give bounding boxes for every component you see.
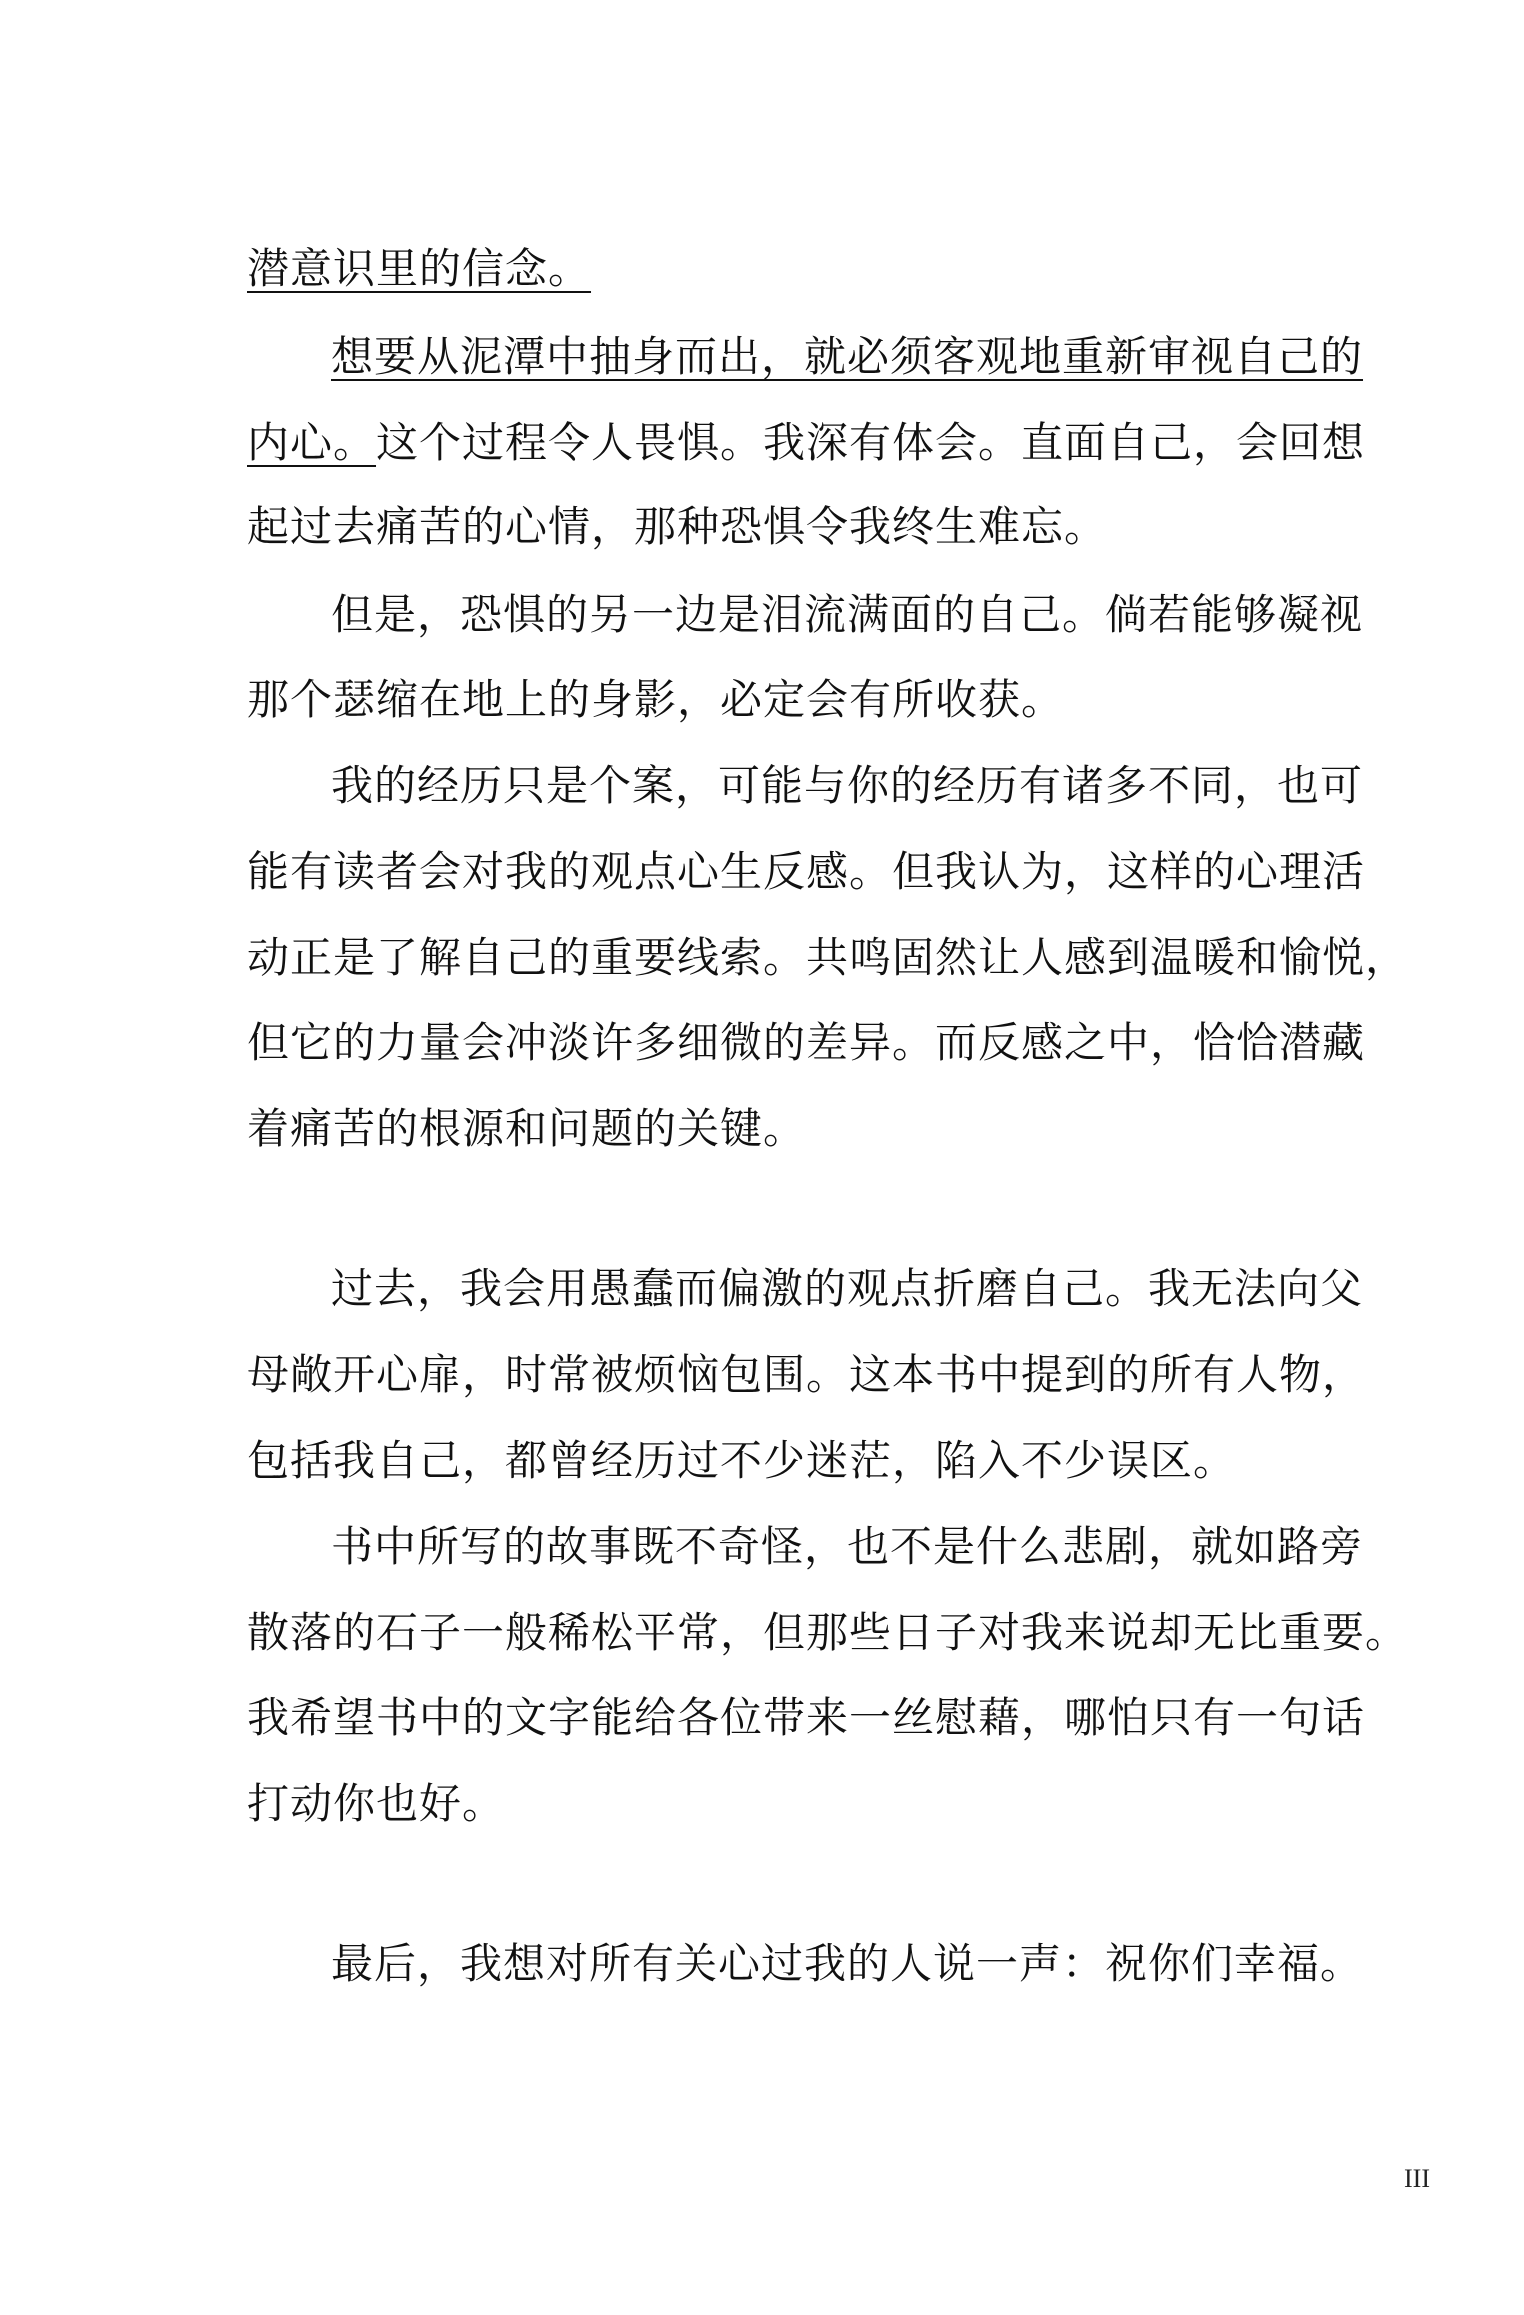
text-line: 那个瑟缩在地上的身影，必定会有所收获。 [247,675,1065,724]
text-line [247,418,1366,467]
text-line: 我的经历只是个案，可能与你的经历有诸多不同，也可 [331,761,1364,810]
text-line: 潜意识里的信念。 [247,244,592,293]
text-line: 起过去痛苦的心情，那种恐惧令我终生难忘。 [247,502,1108,551]
text-line: 包括我自己，都曾经历过不少迷茫，陷入不少误区。 [247,1436,1237,1485]
text-line: 但它的力量会冲淡许多细微的差异。而反感之中，恰恰潜藏 [247,1018,1366,1067]
text-line: 母敞开心扉，时常被烦恼包围。这本书中提到的所有人物， [247,1350,1366,1399]
text-line: 我希望书中的文字能给各位带来一丝慰藉，哪怕只有一句话 [247,1693,1366,1742]
page-number: III [1404,2164,1430,2193]
text-line: 但是，恐惧的另一边是泪流满面的自己。倘若能够凝视 [331,590,1364,639]
underlined-span: 内心。 [247,418,377,467]
text-line: 最后，我想对所有关心过我的人说一声：祝你们幸福。 [331,1939,1364,1988]
text-line: 想要从泥潭中抽身而出，就必须客观地重新审视自己的 [331,332,1364,381]
text-line: 能有读者会对我的观点心生反感。但我认为，这样的心理活 [247,847,1366,896]
text-line: 打动你也好。 [247,1779,506,1828]
text-line: 书中所写的故事既不奇怪，也不是什么悲剧，就如路旁 [331,1522,1364,1571]
text-line: 着痛苦的根源和问题的关键。 [247,1104,807,1153]
text-line: 散落的石子一般稀松平常，但那些日子对我来说却无比重要。 [247,1608,1409,1657]
text-span: 这个过程令人畏惧。我深有体会。直面自己，会回想 [376,418,1366,467]
text-line: 动正是了解自己的重要线索。共鸣固然让人感到温暖和愉悦， [247,933,1409,982]
text-line: 过去，我会用愚蠢而偏激的观点折磨自己。我无法向父 [331,1264,1364,1313]
